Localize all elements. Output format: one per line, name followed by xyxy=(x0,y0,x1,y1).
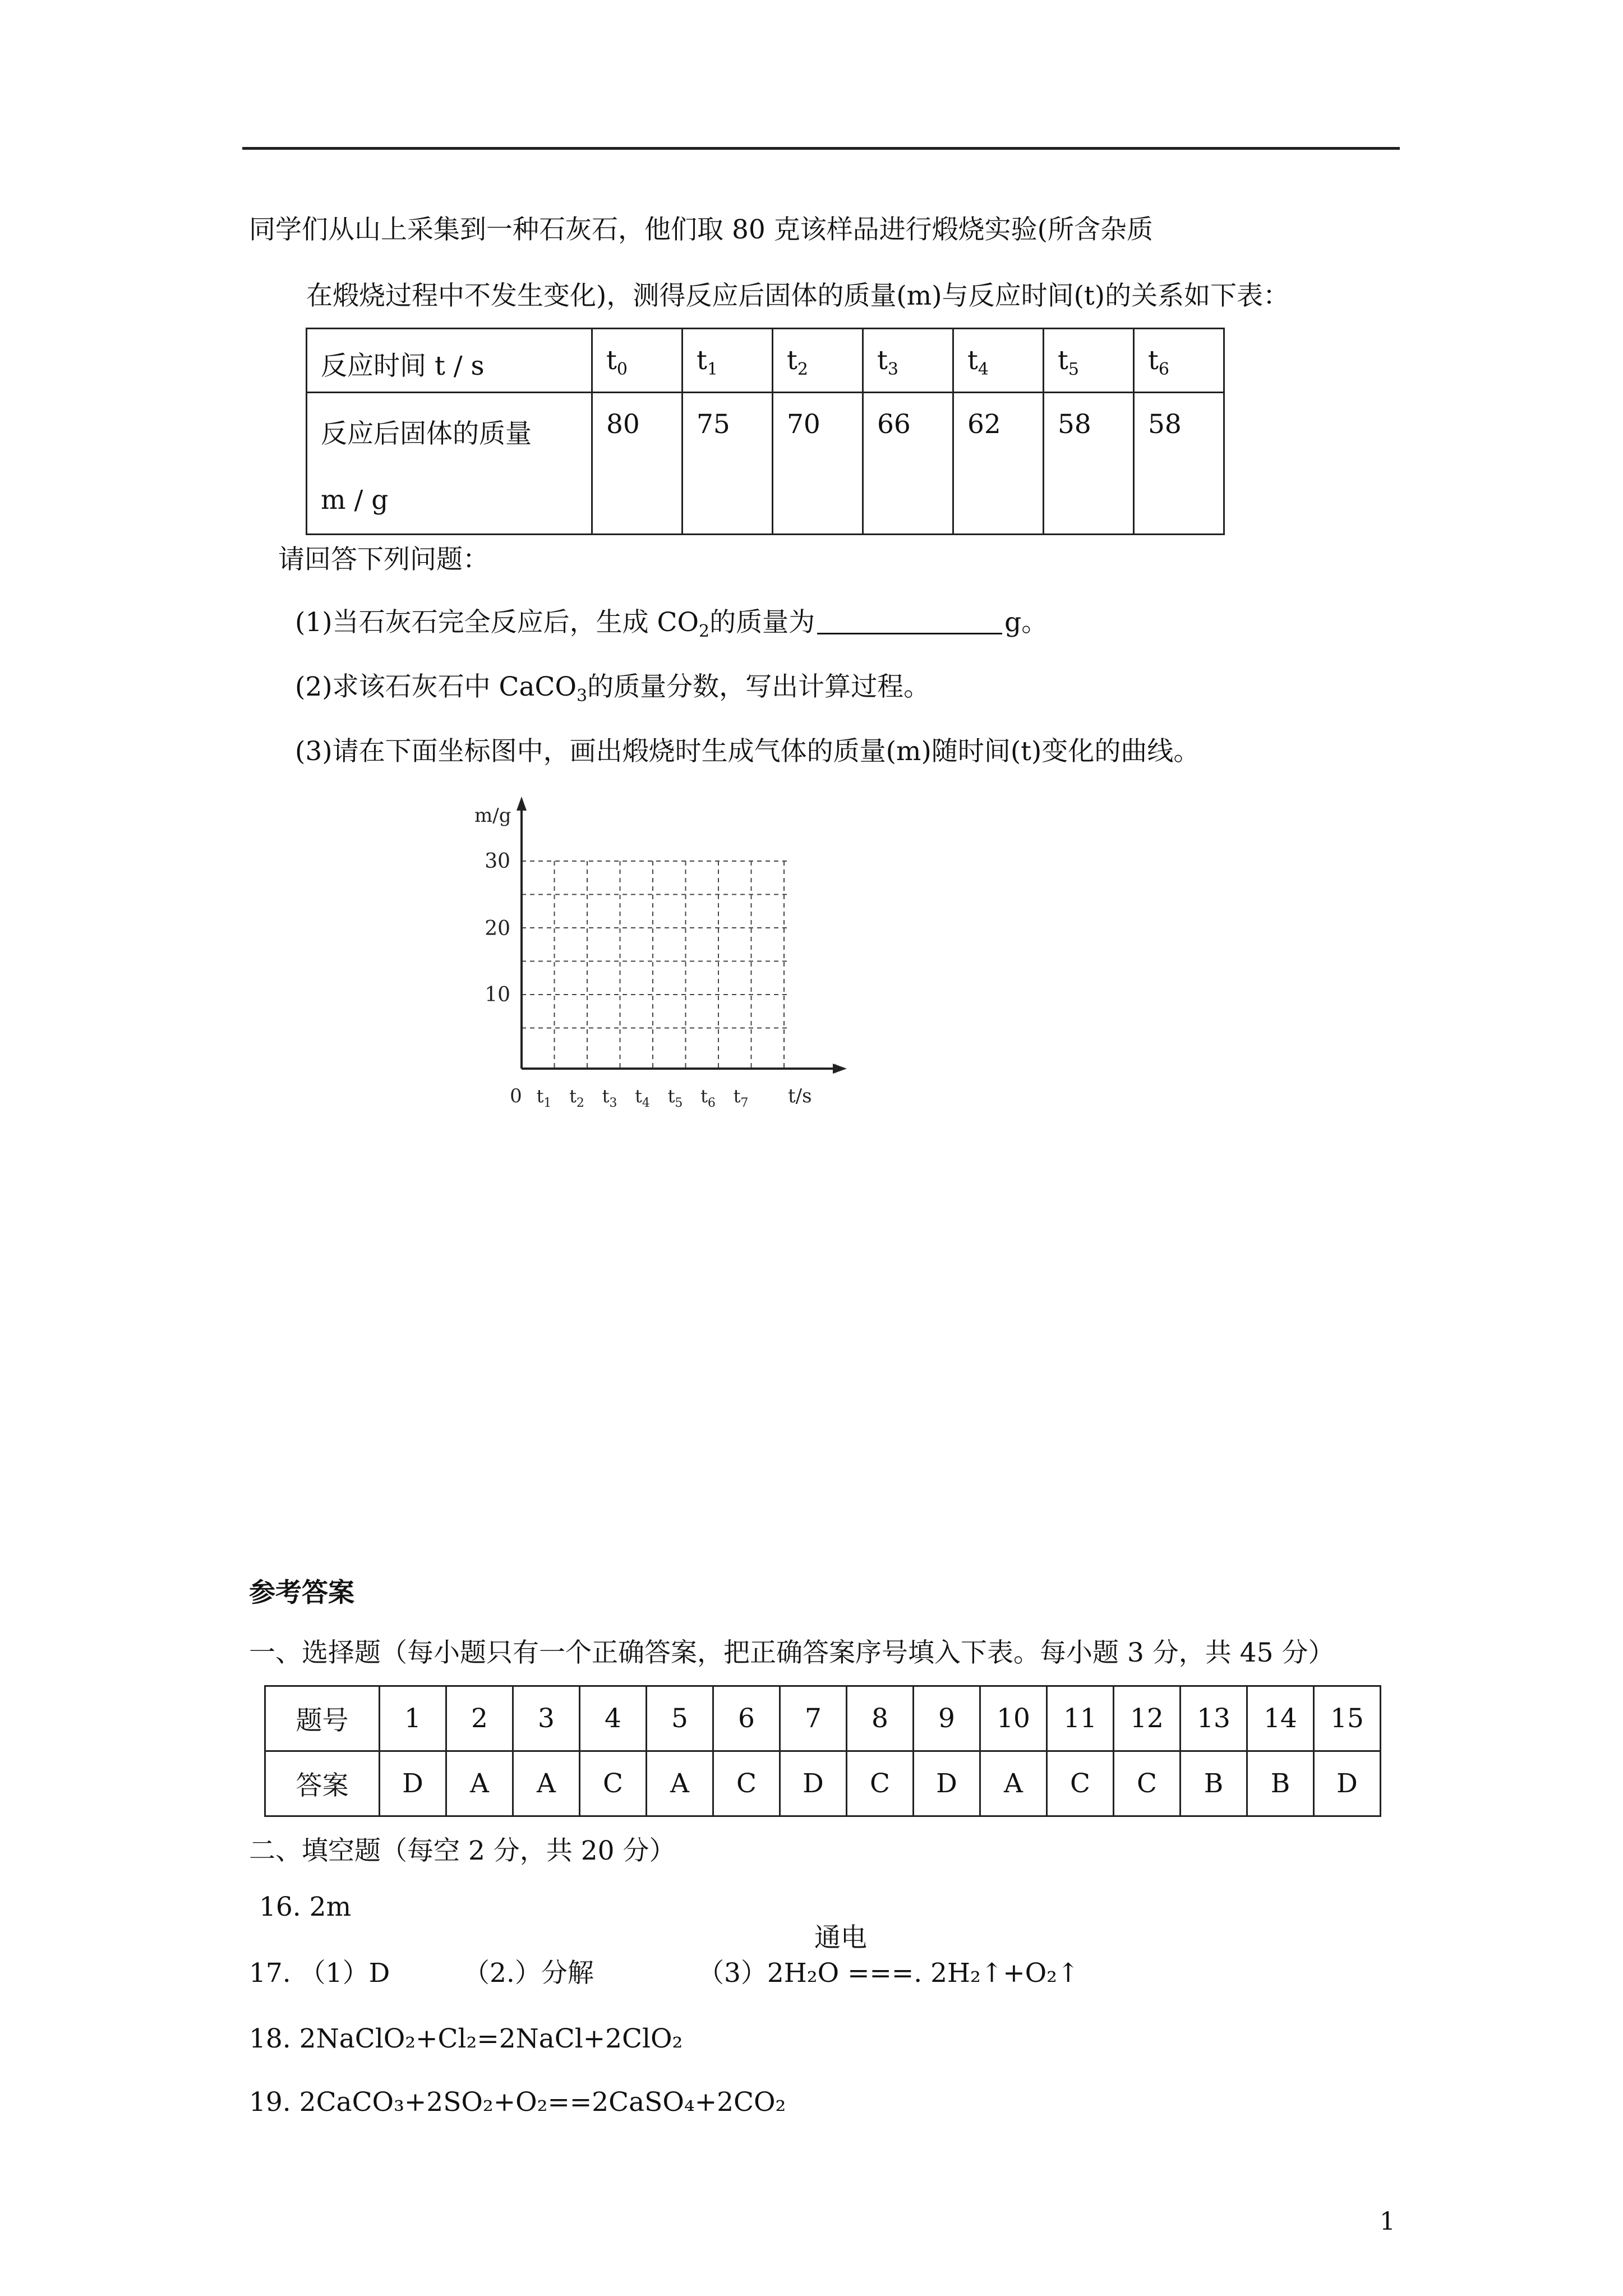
answer-17-part2: （2.）分解 xyxy=(463,1958,594,1989)
choice-cell: B xyxy=(1181,1751,1247,1816)
choice-cell: D xyxy=(380,1751,446,1816)
time-cell: $t_3$ xyxy=(863,329,953,393)
number-cell: 5 xyxy=(647,1686,713,1751)
answer-19: 19. 2CaCO₃+2SO₂+O₂==2CaSO₄+2CO₂ xyxy=(249,2087,786,2118)
number-cell: 1 xyxy=(380,1686,446,1751)
number-cell: 13 xyxy=(1181,1686,1247,1751)
mass-header-line2: m / g xyxy=(321,485,389,516)
questions-prompt: 请回答下列问题： xyxy=(278,544,489,575)
mass-cell: 58 xyxy=(1044,393,1134,535)
reaction-condition: 通电 xyxy=(814,1922,867,1953)
answer-18: 18. 2NaClO₂+Cl₂=2NaCl+2ClO₂ xyxy=(249,2023,683,2054)
x-axis-label: t/s xyxy=(788,1085,812,1107)
section-2-heading: 二、填空题（每空 2 分，共 20 分） xyxy=(249,1835,676,1866)
mass-cell: 80 xyxy=(592,393,683,535)
time-cell: $t_0$ xyxy=(592,329,683,393)
number-cell: 9 xyxy=(914,1686,980,1751)
number-cell: 8 xyxy=(847,1686,914,1751)
x-ticks xyxy=(537,1085,749,1108)
choice-cell: A xyxy=(647,1751,713,1816)
table-row-mass xyxy=(307,393,1224,535)
answer-17-part3: （3）2H₂O ===. 2H₂↑+O₂↑ xyxy=(698,1958,1080,1989)
y-axis-arrowhead xyxy=(517,797,527,811)
choice-cell: B xyxy=(1247,1751,1314,1816)
time-cell: $t_1$ xyxy=(683,329,773,393)
answer-17-part1: 17. （1）D xyxy=(249,1958,390,1989)
header-rule xyxy=(242,147,1400,150)
number-cell: 6 xyxy=(713,1686,780,1751)
number-cell: 14 xyxy=(1247,1686,1314,1751)
number-cell: 2 xyxy=(446,1686,513,1751)
choice-cell: C xyxy=(713,1751,780,1816)
number-cell: 12 xyxy=(1114,1686,1181,1751)
question-3: (3)请在下面坐标图中，画出煅烧时生成气体的质量(m)随时间(t)变化的曲线。 xyxy=(295,736,1200,767)
x-tick-label: $t_3$ xyxy=(602,1085,617,1108)
answer-table xyxy=(264,1685,1381,1817)
mass-header-cell xyxy=(307,393,592,535)
choice-cell: A xyxy=(446,1751,513,1816)
x-tick-label: $t_7$ xyxy=(733,1085,749,1108)
choice-cell: A xyxy=(513,1751,580,1816)
choice-cell: C xyxy=(1114,1751,1181,1816)
blank-coordinate-graph xyxy=(437,794,852,1108)
choice-cell: C xyxy=(1047,1751,1114,1816)
intro-line-1: 同学们从山上采集到一种石灰石，他们取 80 克该样品进行煅烧实验(所含杂质 xyxy=(249,214,1154,245)
dashed-grid xyxy=(522,861,788,1069)
mass-cell: 58 xyxy=(1134,393,1224,535)
answer-row-numbers xyxy=(265,1686,1381,1751)
number-cell: 3 xyxy=(513,1686,580,1751)
row-label-answers: 答案 xyxy=(265,1751,380,1816)
choice-cell: C xyxy=(847,1751,914,1816)
mass-cell: 66 xyxy=(863,393,953,535)
row-label-numbers: 题号 xyxy=(265,1686,380,1751)
y-tick-10: 10 xyxy=(485,983,510,1006)
y-tick-20: 20 xyxy=(485,917,510,940)
x-tick-label: $t_4$ xyxy=(635,1085,650,1108)
number-cell: 7 xyxy=(780,1686,847,1751)
x-tick-label: $t_1$ xyxy=(536,1085,552,1108)
mass-cell: 70 xyxy=(773,393,863,535)
mass-cell: 75 xyxy=(683,393,773,535)
origin-label: 0 xyxy=(510,1085,522,1107)
answer-blank xyxy=(817,610,1002,634)
section-1-heading: 一、选择题（每小题只有一个正确答案，把正确答案序号填入下表。每小题 3 分，共 45 分） xyxy=(249,1637,1335,1668)
number-cell: 4 xyxy=(580,1686,647,1751)
intro-line-2: 在煅烧过程中不发生变化)，测得反应后固体的质量(m)与反应时间(t)的关系如下表： xyxy=(306,280,1290,311)
choice-cell: C xyxy=(580,1751,647,1816)
time-header-cell xyxy=(307,329,592,393)
time-cell: $t_6$ xyxy=(1134,329,1224,393)
answers-heading: 参考答案 xyxy=(249,1577,354,1608)
table-row-time xyxy=(307,329,1224,393)
mass-time-table xyxy=(306,328,1225,535)
time-cell: $t_2$ xyxy=(773,329,863,393)
choice-cell: D xyxy=(780,1751,847,1816)
question-1: (1)当石灰石完全反应后，生成 $CO_2$的质量为 g。 xyxy=(295,607,1048,641)
mass-header-line1: 反应后固体的质量 xyxy=(321,418,532,449)
choice-cell: D xyxy=(1314,1751,1381,1816)
x-axis-arrowhead xyxy=(833,1064,847,1074)
x-tick-label: $t_5$ xyxy=(667,1085,683,1108)
x-tick-label: $t_2$ xyxy=(569,1085,584,1108)
page-number: 1 xyxy=(1380,2207,1395,2236)
choice-cell: A xyxy=(980,1751,1047,1816)
time-header-label: 反应时间 t / s xyxy=(321,351,485,381)
time-cell: $t_5$ xyxy=(1044,329,1134,393)
number-cell: 10 xyxy=(980,1686,1047,1751)
answer-16: 16. 2m xyxy=(259,1892,352,1922)
time-cell: $t_4$ xyxy=(953,329,1044,393)
question-2: (2)求该石灰石中 CaCO$_3$的质量分数，写出计算过程。 xyxy=(295,671,930,706)
choice-cell: D xyxy=(914,1751,980,1816)
x-tick-label: $t_6$ xyxy=(700,1085,716,1108)
answer-row-choices xyxy=(265,1751,1381,1816)
y-axis-label: m/g xyxy=(474,804,511,827)
y-tick-30: 30 xyxy=(485,850,510,873)
number-cell: 11 xyxy=(1047,1686,1114,1751)
mass-cell: 62 xyxy=(953,393,1044,535)
number-cell: 15 xyxy=(1314,1686,1381,1751)
